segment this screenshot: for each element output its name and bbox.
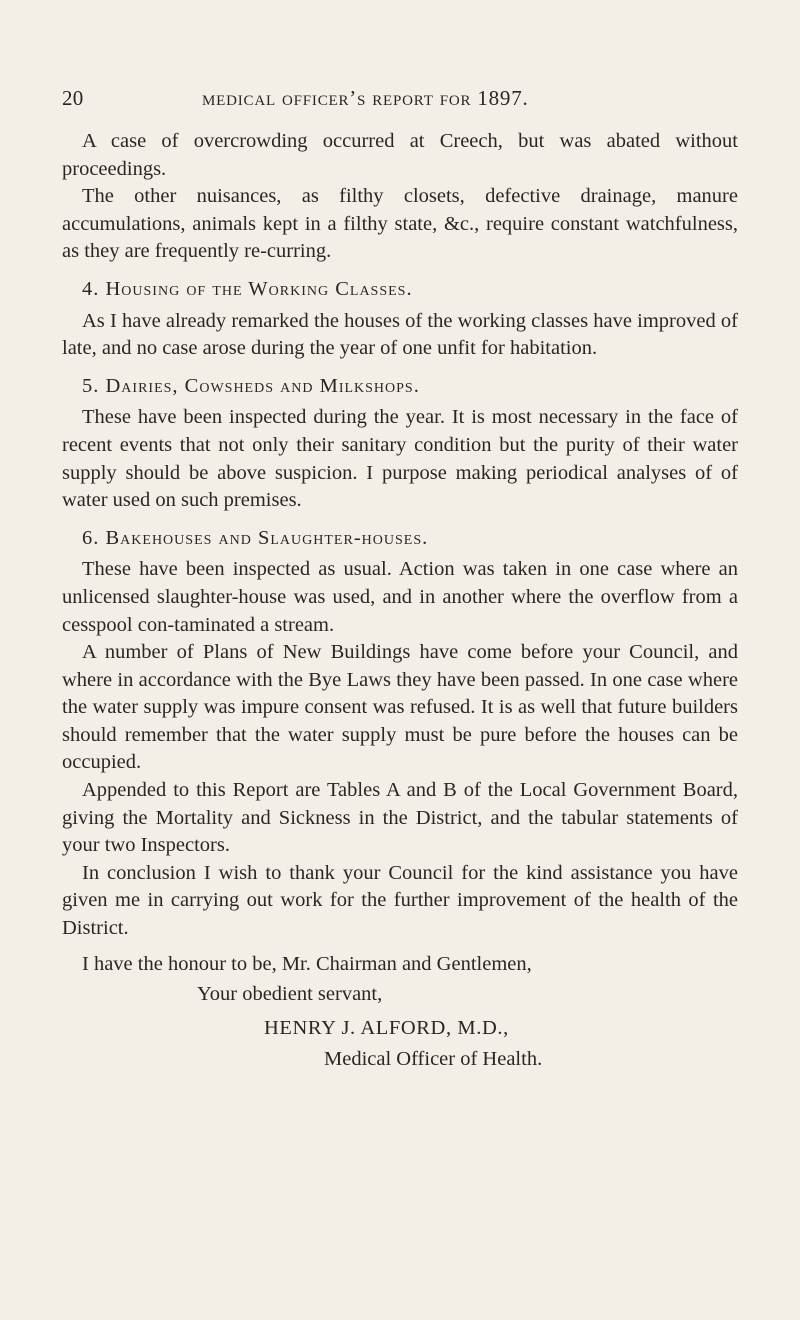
paragraph: These have been inspected as usual. Action was taken in one case where an unlicensed slaughter-house was used, and in another where the overflow from a cesspool con-taminated a stream. xyxy=(62,558,738,636)
section-heading-dairies: 5. Dairies, Cowsheds and Milkshops. xyxy=(82,374,420,397)
page-number: 20 xyxy=(62,86,84,110)
paragraph: A number of Plans of New Buildings have come before your Council, and where in accordance with the Bye Laws they have been passed. In one case where the water supply was impure consent was refused. It is as well that future builders should remember that the water supply must be pure before the houses can be occupied. xyxy=(62,641,738,774)
section-heading-bakehouses: 6. Bakehouses and Slaughter-houses. xyxy=(82,526,429,549)
paragraph: As I have already remarked the houses of the working classes have improved of late, and no case arose during the year of one unfit for habitation. xyxy=(62,309,738,360)
paragraph: In conclusion I wish to thank your Council for the kind assistance you have given me in carrying out work for the further improvement of the health of the District. xyxy=(62,861,738,940)
section-heading-housing: 4. Housing of the Working Classes. xyxy=(82,277,413,300)
page-header xyxy=(62,86,738,116)
signatory-name: HENRY J. ALFORD, M.D., xyxy=(264,1016,509,1039)
paragraph: A case of overcrowding occurred at Creech, but was abated without proceedings. xyxy=(62,130,738,180)
paragraph: Appended to this Report are Tables A and B of the Local Government Board, giving the Mortality and Sickness in the District, and the tabular statements of your two Inspectors. xyxy=(62,779,738,857)
signatory-title: Medical Officer of Health. xyxy=(324,1048,543,1071)
closing-salutation: I have the honour to be, Mr. Chairman and Gentlemen, xyxy=(82,952,532,975)
sign-off: Your obedient servant, xyxy=(197,983,383,1006)
page-body xyxy=(62,128,738,1074)
running-title: medical officer’s report for 1897. xyxy=(202,86,529,110)
paragraph: These have been inspected during the year. It is most necessary in the face of recent events that not only their sanitary condition but the purity of their water supply should be above suspicion. I purpose making periodical analyses of of water used on such premises. xyxy=(62,406,738,512)
paragraph: The other nuisances, as filthy closets, defective drainage, manure accumulations, animals kept in a filthy state, &c., require constant watchfulness, as they are frequently re-curring. xyxy=(62,185,738,263)
